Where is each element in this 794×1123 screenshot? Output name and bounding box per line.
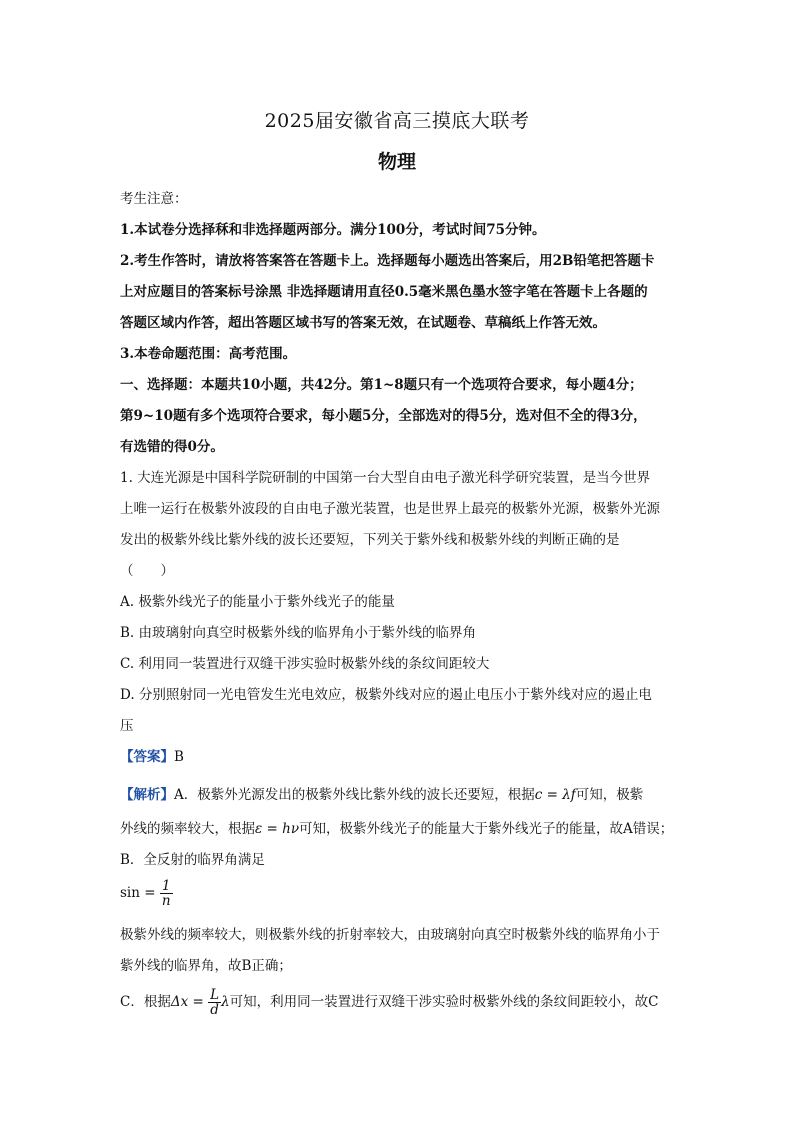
answer-value: B <box>174 749 184 765</box>
notice-item: 答题区域内作答，超出答题区域书写的答案无效，在试题卷、草稿纸上作答无效。 <box>120 315 606 331</box>
delta-x-label: Δx = <box>170 994 204 1010</box>
formula-energy: ε = hν <box>255 821 300 837</box>
subject-title: 物理 <box>377 151 416 173</box>
analysis-tag: 【解析】 <box>120 787 174 803</box>
sin-denominator: n <box>161 893 171 909</box>
answer-line <box>120 748 184 766</box>
lambda-symbol: λ <box>221 994 230 1010</box>
fringe-fraction <box>208 988 221 1017</box>
formula-c-lambda-f: c = λf <box>534 787 576 803</box>
analysis-text: A．极紫外光源发出的极紫外线比紫外线的波长还要短，根据 <box>174 787 535 803</box>
question-stem: 1. 大连光源是中国科学院研制的中国第一台大型自由电子激光科学研究装置，是当今世界 <box>120 470 651 486</box>
section-instruction: 有选错的得0分。 <box>120 439 224 455</box>
answer-tag: 【答案】 <box>120 749 174 765</box>
option-a: A. 极紫外线光子的能量小于紫外线光子的能量 <box>120 594 395 610</box>
fraction-numerator: L <box>210 987 220 1003</box>
sin-label: sin = <box>120 885 156 901</box>
analysis-text: 可知，极紫外线光子的能量大于紫外线光子的能量，故A错误； <box>299 821 674 837</box>
analysis-line: 极紫外线的频率较大，则极紫外线的折射率较大，由玻璃射向真空时极紫外线的临界角小于 <box>120 927 660 943</box>
option-b: B. 由玻璃射向真空时极紫外线的临界角小于紫外线的临界角 <box>120 625 477 641</box>
notice-heading: 考生注意： <box>120 191 188 207</box>
sin-fraction <box>160 879 173 908</box>
section-instruction: 一、选择题：本题共10小题，共42分。第1~8题只有一个选项符合要求，每小题4分； <box>120 377 643 393</box>
question-stem: 发出的极紫外线比紫外线的波长还要短，下列关于紫外线和极紫外线的判断正确的是 <box>120 532 620 548</box>
analysis-text: 外线的频率较大，根据 <box>120 821 255 837</box>
formula-sin <box>120 878 173 908</box>
analysis-line <box>120 986 658 1018</box>
option-c: C. 利用同一装置进行双缝干涉实验时极紫外线的条纹间距较大 <box>120 656 490 672</box>
analysis-text: C．根据 <box>120 994 171 1010</box>
analysis-line <box>120 820 673 838</box>
section-instruction: 第9~10题有多个选项符合要求，每小题5分，全部选对的得5分，选对但不全的得3分， <box>120 408 647 424</box>
analysis-text: 可知，利用同一装置进行双缝干涉实验时极紫外线的条纹间距较小，故C <box>229 994 659 1010</box>
analysis-line: 紫外线的临界角，故B正确； <box>120 958 292 974</box>
notice-item: 1.本试卷分选择秝和非选择题两部分。满分100分，考试时间75分钟。 <box>120 222 546 238</box>
question-stem: 上唯一运行在极紫外波段的自由电子激光装置，也是世界上最亮的极紫外光源，极紫外光源 <box>120 501 660 517</box>
notice-item: 2.考生作答时，请放将答案答在答题卡上。选择题每小题选出答案后，用2B铅笔把答题卡 <box>120 253 655 269</box>
fraction-denominator: d <box>210 1002 219 1018</box>
question-blank: （ ） <box>120 563 174 579</box>
analysis-text: 可知，极紫 <box>575 787 644 803</box>
notice-item: 3.本卷命题范围：高考范围。 <box>120 346 297 362</box>
notice-item: 上对应题目的答案标号涂黑 非选择题请用直径0.5毫米黑色墨水签字笔在答题卡上各题的 <box>120 284 648 300</box>
analysis-line <box>120 786 643 804</box>
option-d-continued: 压 <box>120 718 134 734</box>
analysis-line: B．全反射的临界角满足 <box>120 852 265 868</box>
sin-numerator: 1 <box>160 879 173 894</box>
option-d: D. 分别照射同一光电管发生光电效应，极紫外线对应的遏止电压小于紫外线对应的遏止电 <box>120 687 652 703</box>
exam-title: 2025届安徽省高三摸底大联考 <box>264 110 530 132</box>
